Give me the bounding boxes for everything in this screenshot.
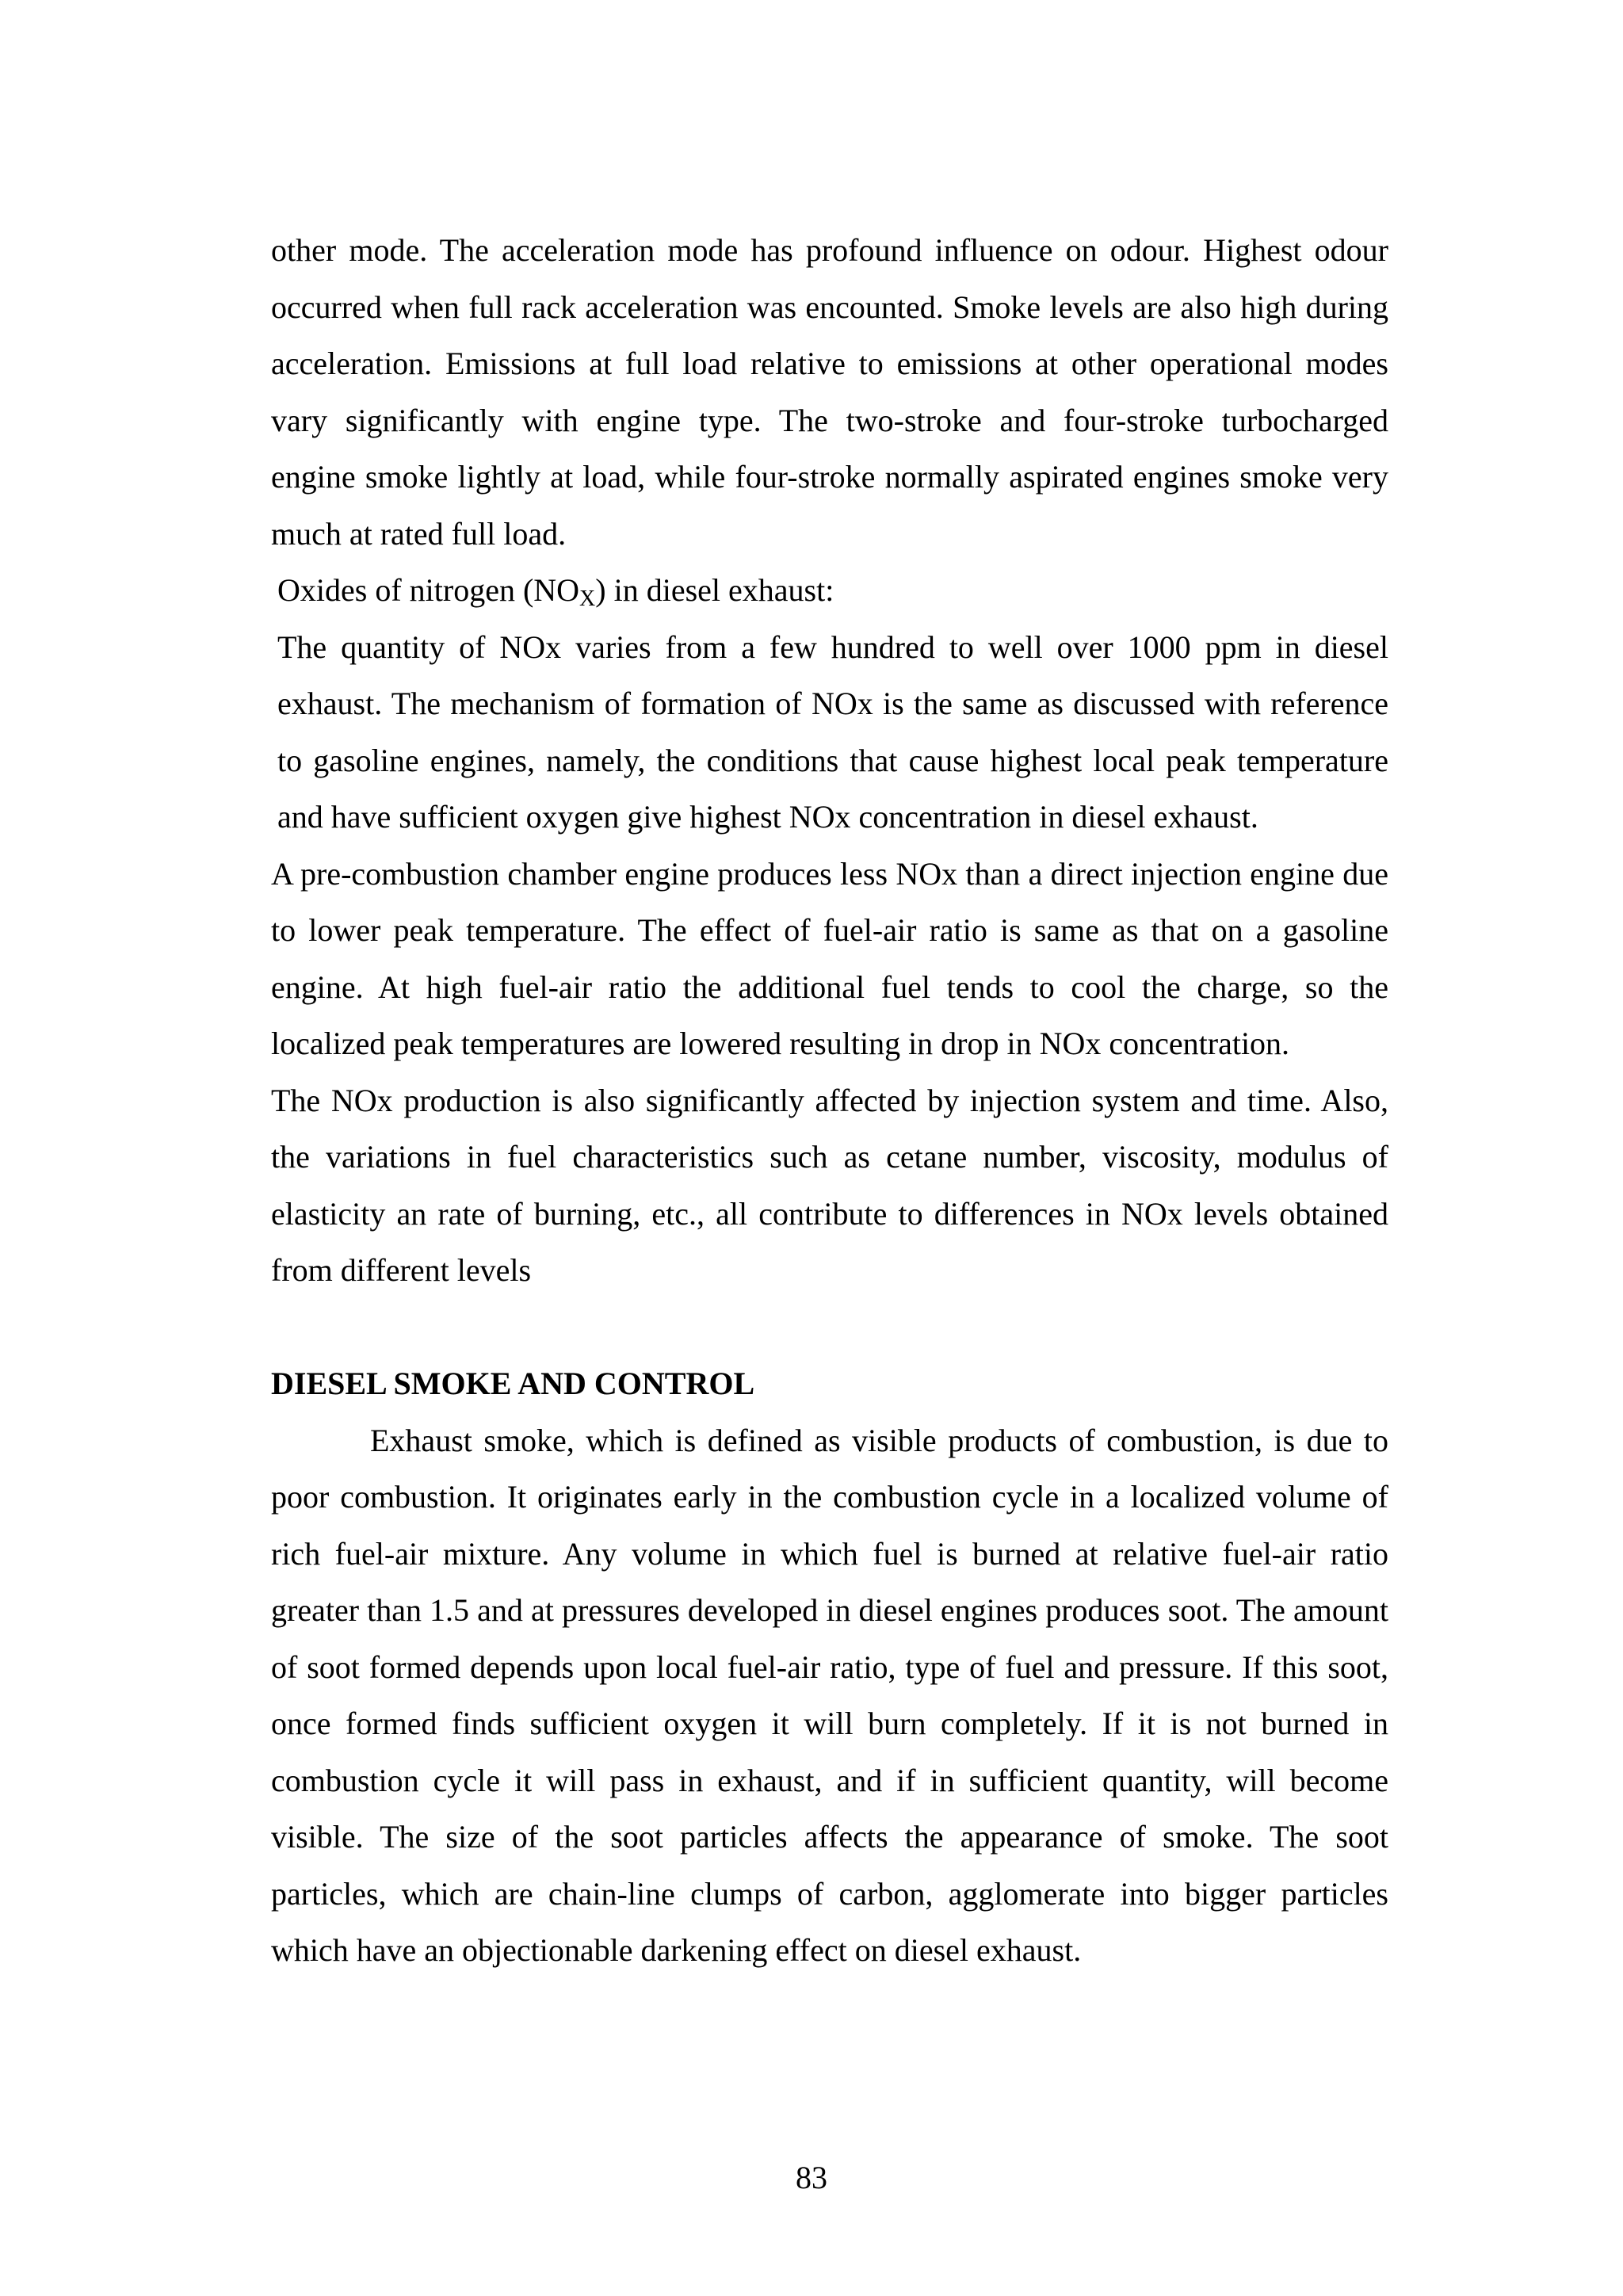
paragraph-pre-combustion: A pre-combustion chamber engine produces less NOx than a direct injection engine due to lower peak temperature. The effect of fuel-air ratio is same as that on a gasoline engine. At high fuel-air ratio the additional fuel tends to cool the charge, so the localized peak temperatures are lowered resulting in drop in NOx concentration.: [271, 855, 1388, 1061]
section-heading: DIESEL SMOKE AND CONTROL: [271, 1366, 755, 1401]
page-body: [271, 222, 1388, 1979]
page-number: 83: [796, 2160, 827, 2195]
subheading-text-after: ) in diesel exhaust:: [595, 572, 834, 608]
paragraph-nox-production: The NOx production is also significantly affected by injection system and time. Also, the variations in fuel characteristics such as cetane number, viscosity, modulus of elasticity an rate of burning, etc., all contribute to differences in NOx levels obtained from different levels: [271, 1082, 1388, 1288]
paragraph-nox-quantity: The quantity of NOx varies from a few hundred to well over 1000 ppm in diesel exhaust. The mechanism of formation of NOx is the same as discussed with reference to gasoline engines, namely, the conditions that cause highest local peak temperature and have sufficient oxygen give highest NOx concentration in diesel exhaust.: [277, 628, 1388, 835]
subheading-text-before: Oxides of nitrogen (NO: [277, 572, 580, 608]
subheading-oxides-of-nitrogen: [271, 562, 1388, 619]
paragraph-exhaust-smoke: Exhaust smoke, which is defined as visible products of combustion, is due to poor combustion. It originates early in the combustion cycle in a localized volume of rich fuel-air mixture. Any volume in which fuel is burned at relative fuel-air ratio greater than 1.5 and at pressures developed in diesel engines produces soot. The amount of soot formed depends upon local fuel-air ratio, type of fuel and pressure. If this soot, once formed finds sufficient oxygen it will burn completely. If it is not burned in combustion cycle it will pass in exhaust, and if in sufficient quantity, will become visible. The size of the soot particles affects the appearance of smoke. The soot particles, which are chain-line clumps of carbon, agglomerate into bigger particles which have an objectionable darkening effect on diesel exhaust.: [271, 1422, 1388, 1968]
subheading-subscript: X: [579, 586, 596, 611]
paragraph-odour-smoke: other mode. The acceleration mode has profound influence on odour. Highest odour occurred when full rack acceleration was encounted. Smoke levels are also high during acceleration. Emissions at full load relative to emissions at other operational modes vary significantly with engine type. The two-stroke and four-stroke turbocharged engine smoke lightly at load, while four-stroke normally aspirated engines smoke very much at rated full load.: [271, 232, 1388, 552]
